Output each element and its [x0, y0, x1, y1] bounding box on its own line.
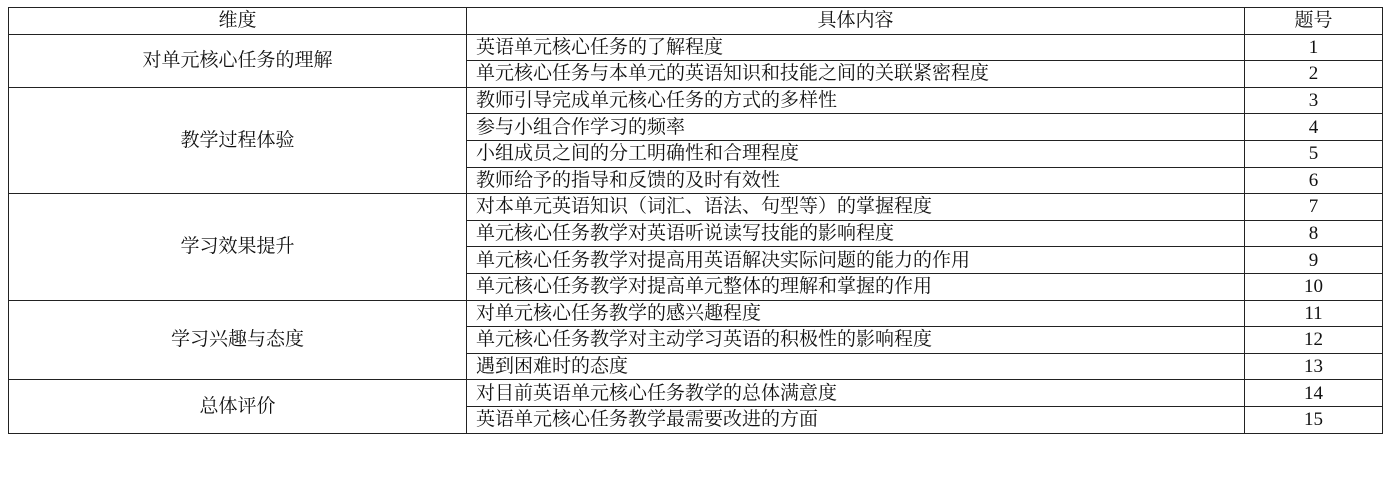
content-cell: 参与小组合作学习的频率 [467, 114, 1245, 141]
survey-table [8, 7, 1383, 434]
question-number-cell: 4 [1245, 114, 1383, 141]
content-cell: 英语单元核心任务的了解程度 [467, 34, 1245, 61]
dimension-cell: 对单元核心任务的理解 [9, 34, 467, 87]
table-header [9, 8, 1383, 35]
header-content: 具体内容 [467, 8, 1245, 35]
question-number-cell: 7 [1245, 194, 1383, 221]
dimension-cell: 总体评价 [9, 380, 467, 433]
content-cell: 单元核心任务教学对英语听说读写技能的影响程度 [467, 220, 1245, 247]
content-cell: 对目前英语单元核心任务教学的总体满意度 [467, 380, 1245, 407]
content-cell: 小组成员之间的分工明确性和合理程度 [467, 140, 1245, 167]
content-cell: 英语单元核心任务教学最需要改进的方面 [467, 406, 1245, 433]
table-row [9, 380, 1383, 407]
content-cell: 对本单元英语知识（词汇、语法、句型等）的掌握程度 [467, 194, 1245, 221]
dimension-cell: 学习效果提升 [9, 194, 467, 300]
content-cell: 教师引导完成单元核心任务的方式的多样性 [467, 87, 1245, 114]
question-number-cell: 5 [1245, 140, 1383, 167]
content-cell: 对单元核心任务教学的感兴趣程度 [467, 300, 1245, 327]
question-number-cell: 1 [1245, 34, 1383, 61]
content-cell: 单元核心任务教学对提高单元整体的理解和掌握的作用 [467, 273, 1245, 300]
content-cell: 单元核心任务教学对主动学习英语的积极性的影响程度 [467, 327, 1245, 354]
header-row [9, 8, 1383, 35]
question-number-cell: 10 [1245, 273, 1383, 300]
question-number-cell: 8 [1245, 220, 1383, 247]
dimension-cell: 学习兴趣与态度 [9, 300, 467, 380]
content-cell: 遇到困难时的态度 [467, 353, 1245, 380]
question-number-cell: 9 [1245, 247, 1383, 274]
header-dimension: 维度 [9, 8, 467, 35]
table-row [9, 34, 1383, 61]
question-number-cell: 12 [1245, 327, 1383, 354]
header-number: 题号 [1245, 8, 1383, 35]
content-cell: 单元核心任务教学对提高用英语解决实际问题的能力的作用 [467, 247, 1245, 274]
question-number-cell: 6 [1245, 167, 1383, 194]
question-number-cell: 11 [1245, 300, 1383, 327]
table-row [9, 87, 1383, 114]
question-number-cell: 2 [1245, 61, 1383, 88]
question-number-cell: 15 [1245, 406, 1383, 433]
dimension-cell: 教学过程体验 [9, 87, 467, 193]
content-cell: 单元核心任务与本单元的英语知识和技能之间的关联紧密程度 [467, 61, 1245, 88]
table-body [9, 34, 1383, 433]
question-number-cell: 3 [1245, 87, 1383, 114]
question-number-cell: 14 [1245, 380, 1383, 407]
question-number-cell: 13 [1245, 353, 1383, 380]
content-cell: 教师给予的指导和反馈的及时有效性 [467, 167, 1245, 194]
table-row [9, 300, 1383, 327]
table-row [9, 194, 1383, 221]
